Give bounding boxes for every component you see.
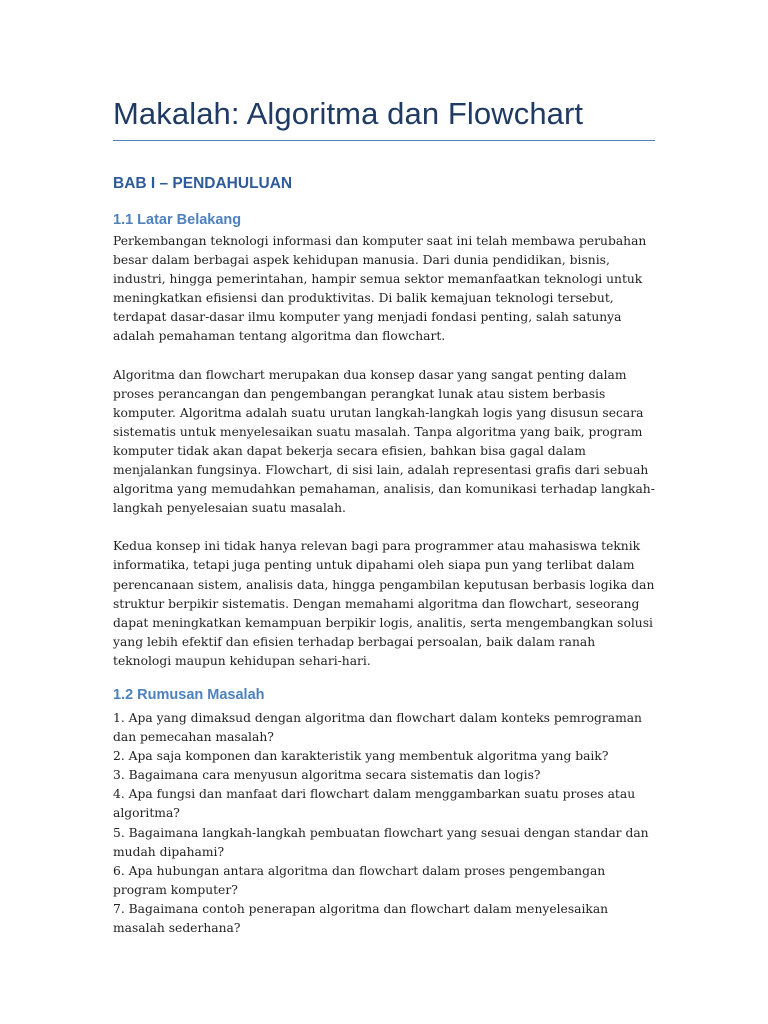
paragraph: Algoritma dan flowchart merupakan dua konsep dasar yang sangat penting dalam proses perancangan dan pengembangan perangkat lunak atau sistem berbasis komputer. Algoritma adalah suatu urutan langkah-langkah logis yang disusun secara sistematis untuk menyelesaikan suatu masalah. Tanpa algoritma yang baik, program komputer tidak akan dapat bekerja secara efisien, bahkan bisa gagal dalam menjalankan fungsinya. Flowchart, di sisi lain, adalah representasi grafis dari sebuah algoritma yang memudahkan pemahaman, analisis, dan komunikasi terhadap langkah-langkah penyelesaian suatu masalah.	[113, 367, 655, 516]
list-item: 3. Bagaimana cara menyusun algoritma secara sistematis dan logis?	[113, 768, 541, 783]
document-title: Makalah: Algoritma dan Flowchart	[113, 96, 584, 131]
section-heading-latar-belakang: 1.1 Latar Belakang	[113, 212, 242, 228]
document-page	[113, 92, 655, 938]
list-item: 7. Bagaimana contoh penerapan algoritma dan flowchart dalam menyelesaikan masalah sederhana?	[113, 901, 609, 935]
problem-list	[113, 709, 655, 938]
chapter-heading: BAB I – PENDAHULUAN	[113, 175, 293, 192]
list-item: 5. Bagaimana langkah-langkah pembuatan flowchart yang sesuai dengan standar dan mudah dipahami?	[113, 825, 649, 859]
list-item: 4. Apa fungsi dan manfaat dari flowchart dalam menggambarkan suatu proses atau algoritma?	[113, 787, 636, 821]
section-heading-rumusan-masalah: 1.2 Rumusan Masalah	[113, 686, 265, 703]
title-underline	[113, 140, 655, 141]
paragraph: Perkembangan teknologi informasi dan komputer saat ini telah membawa perubahan besar dalam berbagai aspek kehidupan manusia. Dari dunia pendidikan, bisnis, industri, hingga pemerintahan, hampir semua sektor memanfaatkan teknologi untuk meningkatkan efisiensi dan produktivitas. Di balik kemajuan teknologi tersebut, terdapat dasar-dasar ilmu komputer yang menjadi fondasi penting, salah satunya adalah pemahaman tentang algoritma dan flowchart.	[113, 234, 647, 344]
list-item: 1. Apa yang dimaksud dengan algoritma dan flowchart dalam konteks pemrograman dan pemecahan masalah?	[113, 710, 642, 745]
list-item: 2. Apa saja komponen dan karakteristik yang membentuk algoritma yang baik?	[113, 749, 609, 764]
list-item: 6. Apa hubungan antara algoritma dan flowchart dalam proses pengembangan program komputer?	[113, 863, 606, 897]
paragraph: Kedua konsep ini tidak hanya relevan bagi para programmer atau mahasiswa teknik informatika, tetapi juga penting untuk dipahami oleh siapa pun yang terlibat dalam perencanaan sistem, analisis data, hingga pengambilan keputusan berbasis logika dan struktur berpikir sistematis. Dengan memahami algoritma dan flowchart, seseorang dapat meningkatkan kemampuan berpikir logis, analitis, serta mengembangkan solusi yang lebih efektif dan efisien terhadap berbagai persoalan, baik dalam ranah teknologi maupun kehidupan sehari-hari.	[113, 539, 655, 668]
